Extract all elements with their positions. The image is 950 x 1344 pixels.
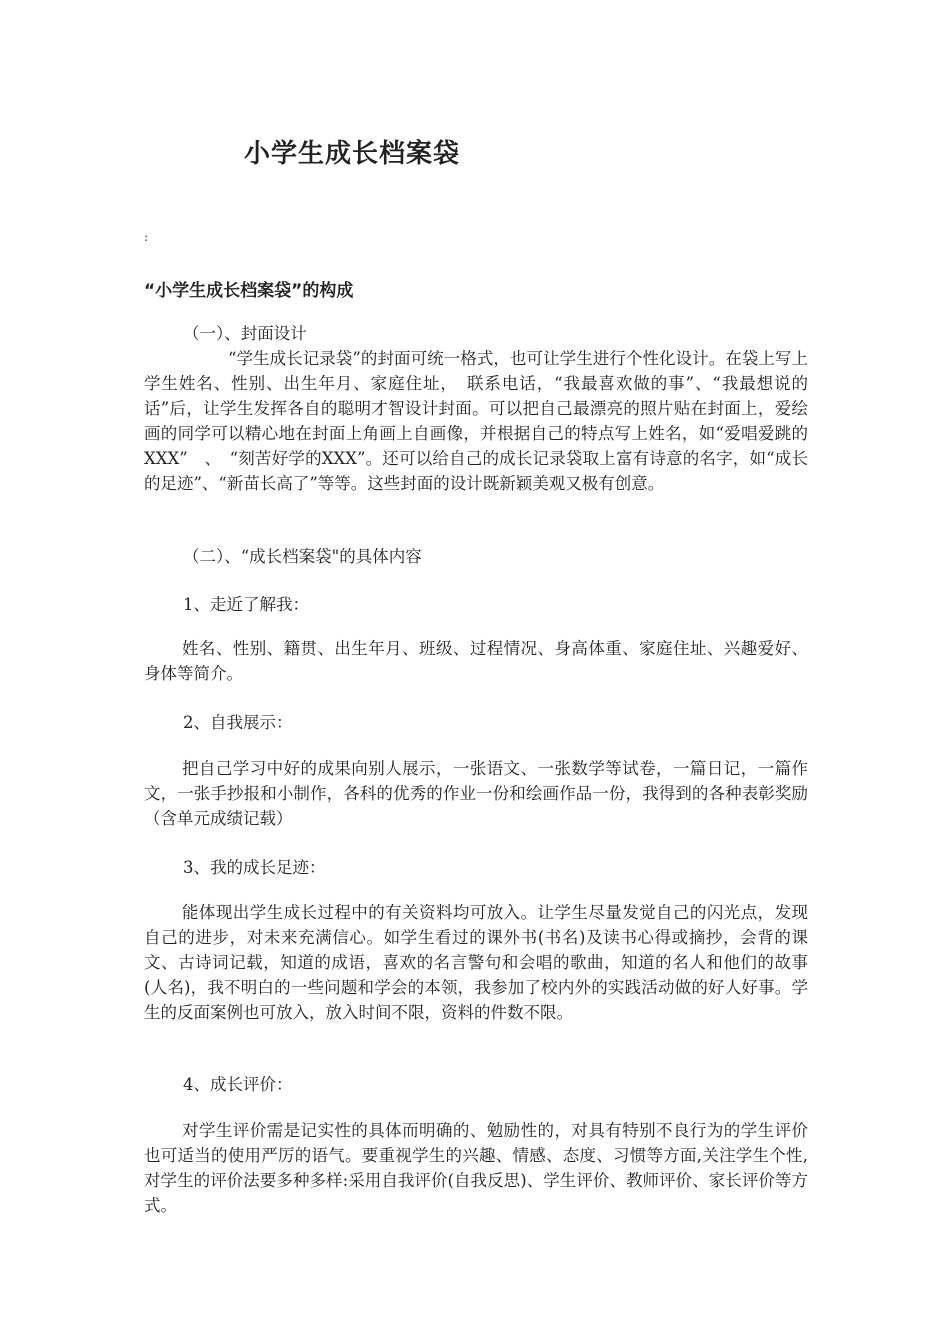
item-2-body: 把自己学习中好的成果向别人展示，一张语文、一张数学等试卷，一篇日记，一篇作文，一张手抄报和小制作，各科的优秀的作业一份和绘画作品一份，我得到的各种表彰奖励（含单元成绩记载） bbox=[144, 759, 808, 828]
stray-mark: : bbox=[144, 230, 149, 244]
item-4-body: 对学生评价需是记实性的具体而明确的、勉励性的，对具有特别不良行为的学生评价也可适当的使用严厉的语气。要重视学生的兴趣、情感、态度、习惯等方面,关注学生个性,对学生的评价法要多种多样:采用自我评价(自我反思)、学生评价、教师评价、家长评价等方式。 bbox=[144, 1121, 808, 1215]
item-3-body: 能体现出学生成长过程中的有关资料均可放入。让学生尽量发觉自己的闪光点，发现自己的进步，对未来充满信心。如学生看过的课外书(书名)及读书心得或摘抄，会背的课文、古诗词记载，知道的成语，喜欢的名言警句和会唱的歌曲，知道的名人和他们的故事(人名)，我不明白的一些问题和学会的本领，我参加了校内外的实践活动做的好人好事。学生的反面案例也可放入，放入时间不限，资料的件数不限。 bbox=[144, 903, 808, 1022]
part1-body: “学生成长记录袋”的封面可统一格式，也可让学生进行个性化设计。在袋上写上学生姓名、性别、出生年月、家庭住址， 联系电话，“我最喜欢做的事”、“我最想说的话”后，让学生发挥各自的聪明才智设计封面。可以把自己最漂亮的照片贴在封面上，爱绘画的同学可以精心地在封面上角画上自画像，并根据自己的特点写上姓名，如“爱唱爱跳的XXX” 、 “刻苦好学的XXX”。还可以给自己的成长记录袋取上富有诗意的名字，如“成长的足迹”、“新苗长高了”等等。这些封面的设计既新颖美观又极有创意。 bbox=[144, 349, 808, 493]
item-2-label: 2、自我展示： bbox=[183, 713, 293, 732]
item-4-label: 4、成长评价： bbox=[183, 1075, 293, 1094]
section-heading: “小学生成长档案袋”的构成 bbox=[144, 281, 354, 301]
item-3-label: 3、我的成长足迹： bbox=[183, 858, 326, 877]
item-1-body: 姓名、性别、籍贯、出生年月、班级、过程情况、身高体重、家庭住址、兴趣爱好、身体等简介。 bbox=[144, 639, 808, 683]
part2-heading: （二）、“成长档案袋"的具体内容 bbox=[183, 547, 422, 566]
document-title: 小学生成长档案袋 bbox=[244, 139, 461, 169]
item-1-label: 1、走近了解我： bbox=[183, 595, 309, 614]
part1-heading: （一）、封面设计 bbox=[183, 324, 307, 343]
